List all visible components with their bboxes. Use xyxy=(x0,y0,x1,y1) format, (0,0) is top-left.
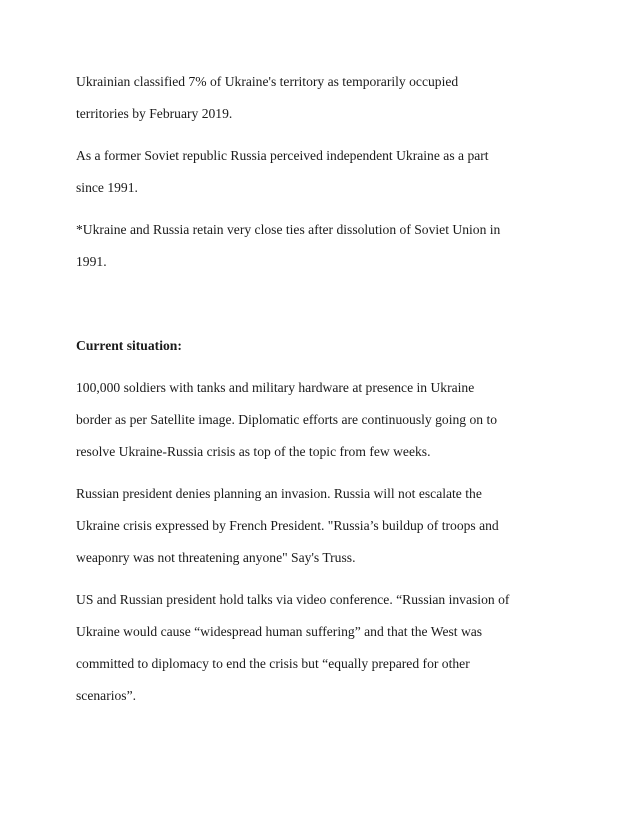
text-line: Ukrainian classified 7% of Ukraine's territory as temporarily occupied xyxy=(76,74,459,89)
document-page xyxy=(76,66,576,722)
text-line: committed to diplomacy to end the crisis but “equally prepared for other xyxy=(76,656,470,671)
text-line: since 1991. xyxy=(76,180,138,195)
text-line: Ukraine would cause “widespread human suffering” and that the West was xyxy=(76,624,483,639)
text-line: resolve Ukraine-Russia crisis as top of the topic from few weeks. xyxy=(76,444,431,459)
section-heading-block xyxy=(76,330,576,362)
paragraph-soviet-republic xyxy=(76,140,576,204)
text-line: 100,000 soldiers with tanks and military hardware at presence in Ukraine xyxy=(76,380,475,395)
text-line: scenarios”. xyxy=(76,688,137,703)
text-line: *Ukraine and Russia retain very close ties after dissolution of Soviet Union in xyxy=(76,222,501,237)
text-line: Ukraine crisis expressed by French President. "Russia’s buildup of troops and xyxy=(76,518,499,533)
text-line: weaponry was not threatening anyone" Say's Truss. xyxy=(76,550,356,565)
paragraph-soldiers xyxy=(76,372,576,468)
text-line: Russian president denies planning an invasion. Russia will not escalate the xyxy=(76,486,482,501)
text-line: border as per Satellite image. Diplomatic efforts are continuously going on to xyxy=(76,412,498,427)
section-heading: Current situation: xyxy=(76,338,182,353)
text-line: As a former Soviet republic Russia perceived independent Ukraine as a part xyxy=(76,148,489,163)
paragraph-close-ties xyxy=(76,214,576,278)
text-line: US and Russian president hold talks via video conference. “Russian invasion of xyxy=(76,592,510,607)
section-spacer xyxy=(76,288,576,330)
paragraph-invasion-denial xyxy=(76,478,576,574)
text-line: 1991. xyxy=(76,254,107,269)
paragraph-video-conference xyxy=(76,584,576,712)
text-line: territories by February 2019. xyxy=(76,106,233,121)
paragraph-territory xyxy=(76,66,576,130)
